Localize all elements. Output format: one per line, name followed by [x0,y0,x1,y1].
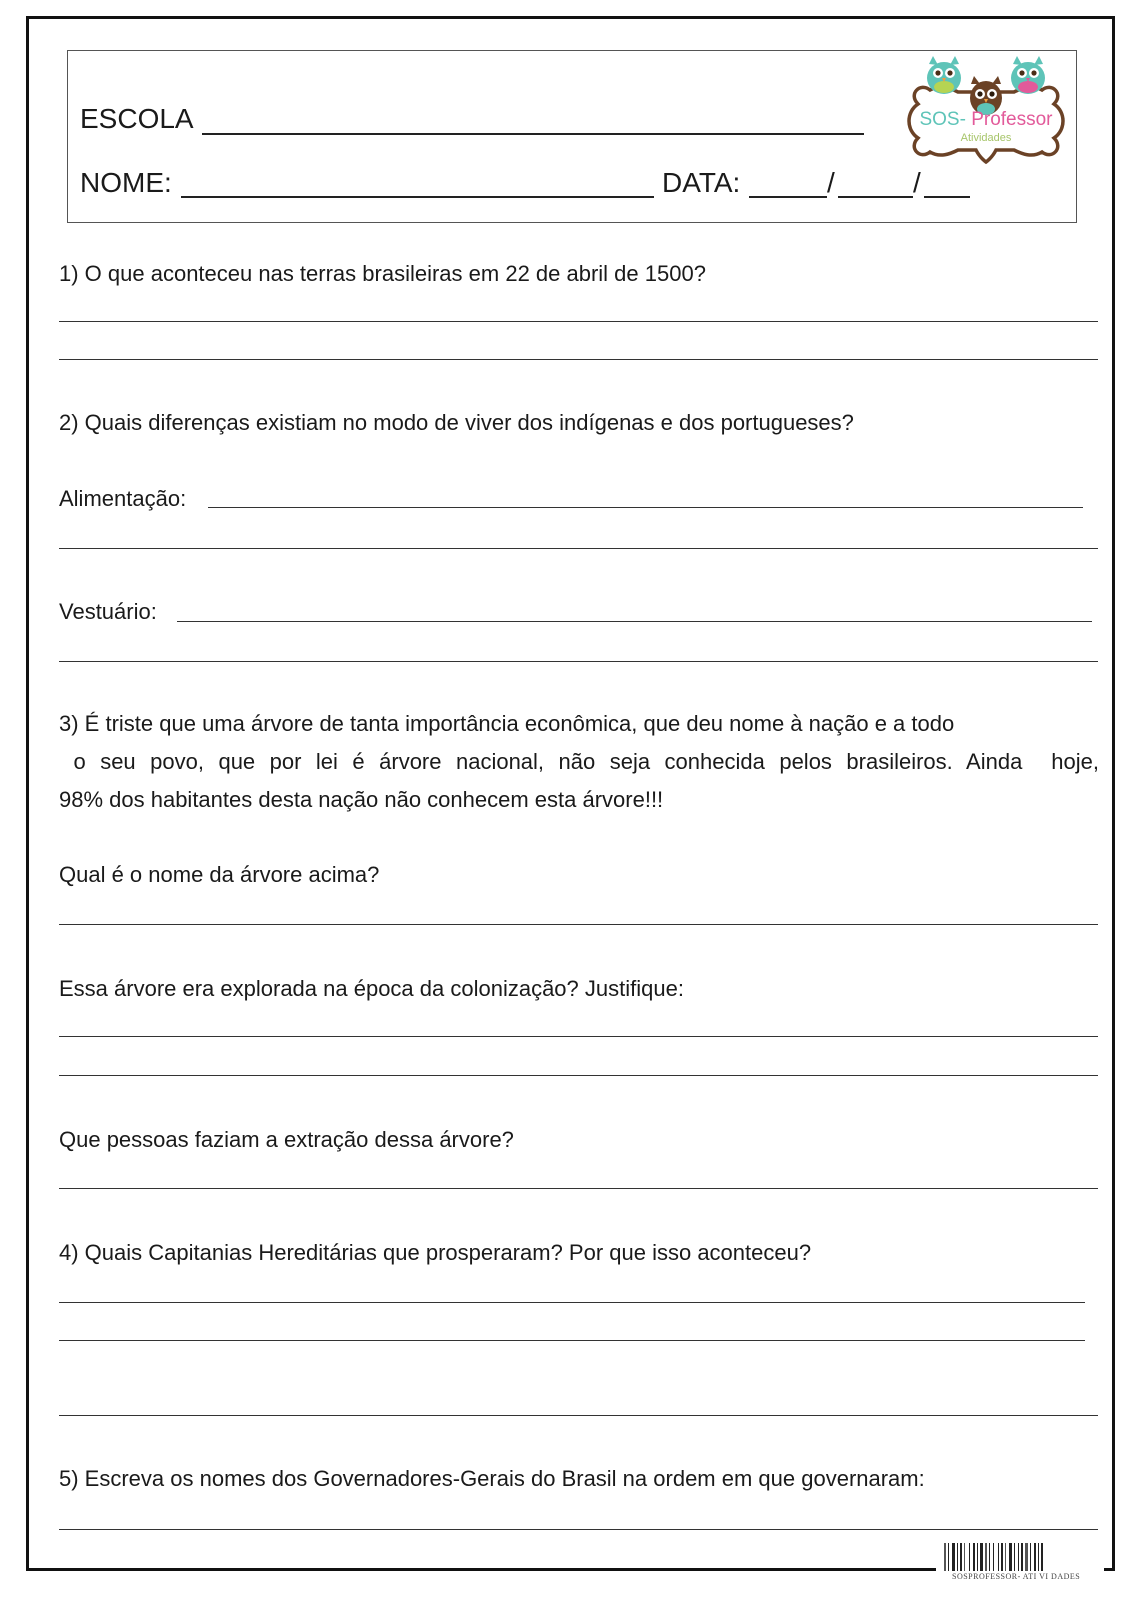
food-answer-line[interactable] [208,507,1083,508]
food-label: Alimentação: [59,486,187,511]
question-3-intro [59,705,1099,819]
barcode-bar [948,1543,949,1571]
answer-line[interactable] [59,1036,1098,1037]
answer-line[interactable] [59,1188,1098,1189]
barcode-bar [1038,1543,1039,1571]
date-separator: / [827,167,835,198]
answer-line[interactable] [59,359,1098,360]
logo-title-professor: Professor [971,109,1053,130]
barcode-bar [1001,1543,1003,1571]
barcode-bar [973,1543,975,1571]
logo-subtitle: Atividades [960,132,1012,144]
question-1: 1) O que aconteceu nas terras brasileiras em 22 de abril de 1500? [59,261,706,286]
sos-professor-logo [900,54,1072,168]
answer-line[interactable] [59,1415,1098,1416]
barcode-bar [993,1543,994,1571]
barcode-bar [1025,1543,1028,1571]
date-separator: / [913,167,921,198]
owl-icon [1011,56,1045,94]
answer-line[interactable] [59,1340,1085,1341]
question-3-line: 98% dos habitantes desta nação não conhecem esta árvore!!! [59,787,664,812]
barcode-bar [1018,1543,1019,1571]
answer-line[interactable] [59,548,1098,549]
barcode-bar [1030,1543,1031,1571]
date-day-field[interactable] [749,196,827,198]
question-3-line: o seu povo, que por lei é árvore nacional, não seja conhecida pelos brasileiros. Ainda hoje, [59,749,1099,774]
question-3b: Essa árvore era explorada na época da colonização? Justifique: [59,976,684,1001]
logo-title-sos: SOS- [919,109,966,130]
barcode-bar [957,1543,958,1571]
barcode-bar [998,1543,999,1571]
clothing-answer-line[interactable] [177,621,1092,622]
question-4: 4) Quais Capitanias Hereditárias que prosperaram? Por que isso aconteceu? [59,1240,812,1265]
name-field[interactable] [181,196,654,198]
barcode-bar [989,1543,990,1571]
barcode-bar [1009,1543,1012,1571]
question-2: 2) Quais diferenças existiam no modo de viver dos indígenas e dos portugueses? [59,410,854,435]
barcode-bar [1021,1543,1023,1571]
date-month-field[interactable] [838,196,913,198]
answer-line[interactable] [59,1302,1085,1303]
answer-line[interactable] [59,661,1098,662]
barcode-bar [980,1543,983,1571]
barcode-bar [952,1543,955,1571]
barcode-bar [1005,1543,1006,1571]
barcode-bar [977,1543,978,1571]
barcode-bar [969,1543,970,1571]
barcode [944,1543,1094,1571]
barcode-graphic [944,1543,1094,1571]
name-label: NOME: [80,167,172,198]
school-label: ESCOLA [80,103,194,134]
answer-line[interactable] [59,1529,1098,1530]
barcode-bar [960,1543,962,1571]
answer-line[interactable] [59,1075,1098,1076]
barcode-bar [985,1543,987,1571]
logo-title [900,110,1072,130]
clothing-label: Vestuário: [59,599,157,624]
barcode-bar [1034,1543,1036,1571]
question-3a: Qual é o nome da árvore acima? [59,862,380,887]
question-5: 5) Escreva os nomes dos Governadores-Gerais do Brasil na ordem em que governaram: [59,1466,925,1491]
answer-line[interactable] [59,321,1098,322]
page-border-hook [1104,1568,1112,1571]
page-border-bottom [26,1568,936,1571]
barcode-bar [1014,1543,1015,1571]
question-3-line: 3) É triste que uma árvore de tanta importância econômica, que deu nome à nação e a todo [59,711,955,736]
barcode-caption: SOSPROFESSOR- ATI VI DADES [952,1572,1081,1581]
owl-icon [927,56,961,94]
date-label: DATA: [662,167,741,198]
school-field[interactable] [202,133,864,135]
answer-line[interactable] [59,924,1098,925]
barcode-bar [944,1543,946,1571]
barcode-bar [964,1543,965,1571]
question-3c: Que pessoas faziam a extração dessa árvore? [59,1127,514,1152]
date-year-field[interactable] [924,196,970,198]
barcode-bar [1041,1543,1043,1571]
